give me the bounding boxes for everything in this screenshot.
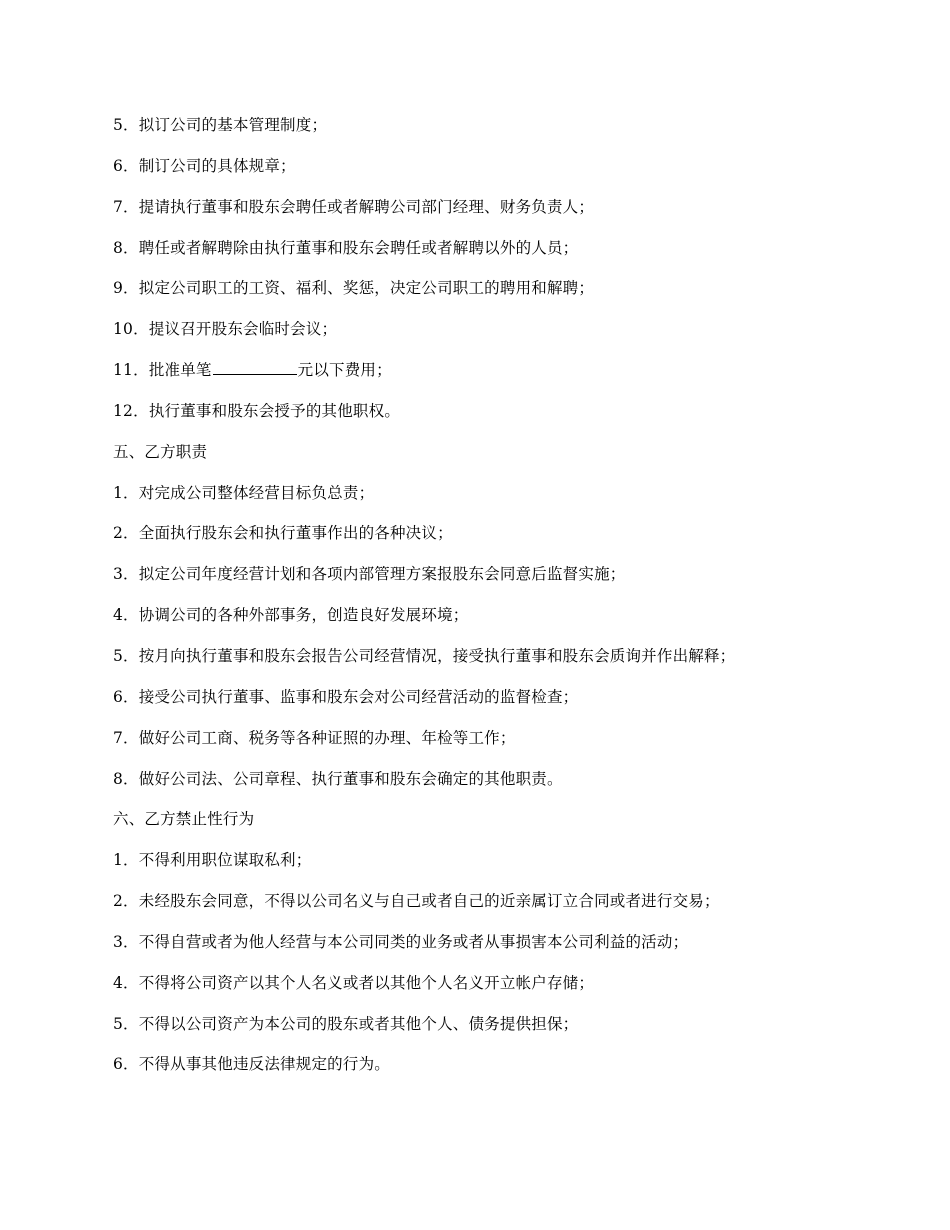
clause-manager-5: 5．拟订公司的基本管理制度；	[113, 116, 328, 134]
section-heading-prohibitions: 六、乙方禁止性行为	[113, 810, 255, 829]
clause-manager-6: 6．制订公司的具体规章；	[113, 156, 296, 175]
clause-manager-7: 7．提请执行董事和股东会聘任或者解聘公司部门经理、财务负责人；	[113, 197, 595, 216]
amount-blank	[213, 357, 297, 375]
clause-prohibition-4: 4．不得将公司资产以其个人名义或者以其他个人名义开立帐户存储；	[113, 973, 595, 992]
clause-duty-2: 2．全面执行股东会和执行董事作出的各种决议；	[113, 524, 453, 543]
clause-duty-1: 1．对完成公司整体经营目标负总责；	[113, 483, 375, 502]
clause-duty-5: 5．按月向执行董事和股东会报告公司经营情况，接受执行董事和股东会质询并作出解释；	[113, 646, 736, 665]
clause-manager-10: 10．提议召开股东会临时会议；	[113, 320, 338, 339]
clause-manager-8: 8．聘任或者解聘除由执行董事和股东会聘任或者解聘以外的人员；	[113, 238, 579, 257]
clause-prohibition-2: 2．未经股东会同意，不得以公司名义与自己或者自己的近亲属订立合同或者进行交易；	[113, 892, 720, 911]
clause-duty-4: 4．协调公司的各种外部事务，创造良好发展环境；	[113, 606, 469, 625]
clause-prohibition-5: 5．不得以公司资产为本公司的股东或者其他个人、债务提供担保；	[113, 1014, 579, 1033]
clause-duty-6: 6．接受公司执行董事、监事和股东会对公司经营活动的监督检查；	[113, 687, 579, 706]
clause-prohibition-6: 6．不得从事其他违反法律规定的行为。	[113, 1055, 390, 1074]
clause-duty-8: 8．做好公司法、公司章程、执行董事和股东会确定的其他职责。	[113, 769, 563, 788]
clause-11-prefix: 11．批准单笔	[113, 361, 212, 380]
clause-duty-7: 7．做好公司工商、税务等各种证照的办理、年检等工作；	[113, 728, 516, 747]
clause-duty-3: 3．拟定公司年度经营计划和各项内部管理方案报股东会同意后监督实施；	[113, 565, 626, 584]
clause-manager-11	[113, 357, 873, 398]
clause-manager-9: 9．拟定公司职工的工资、福利、奖惩，决定公司职工的聘用和解聘；	[113, 279, 595, 298]
clause-11-suffix: 元以下费用；	[297, 361, 392, 380]
document-body	[113, 112, 873, 1092]
clause-manager-12: 12．执行董事和股东会授予的其他职权。	[113, 401, 401, 420]
section-heading-duties: 五、乙方职责	[113, 442, 208, 461]
clause-prohibition-1: 1．不得利用职位谋取私利；	[113, 851, 312, 870]
clause-prohibition-3: 3．不得自营或者为他人经营与本公司同类的业务或者从事损害本公司利益的活动；	[113, 932, 689, 951]
